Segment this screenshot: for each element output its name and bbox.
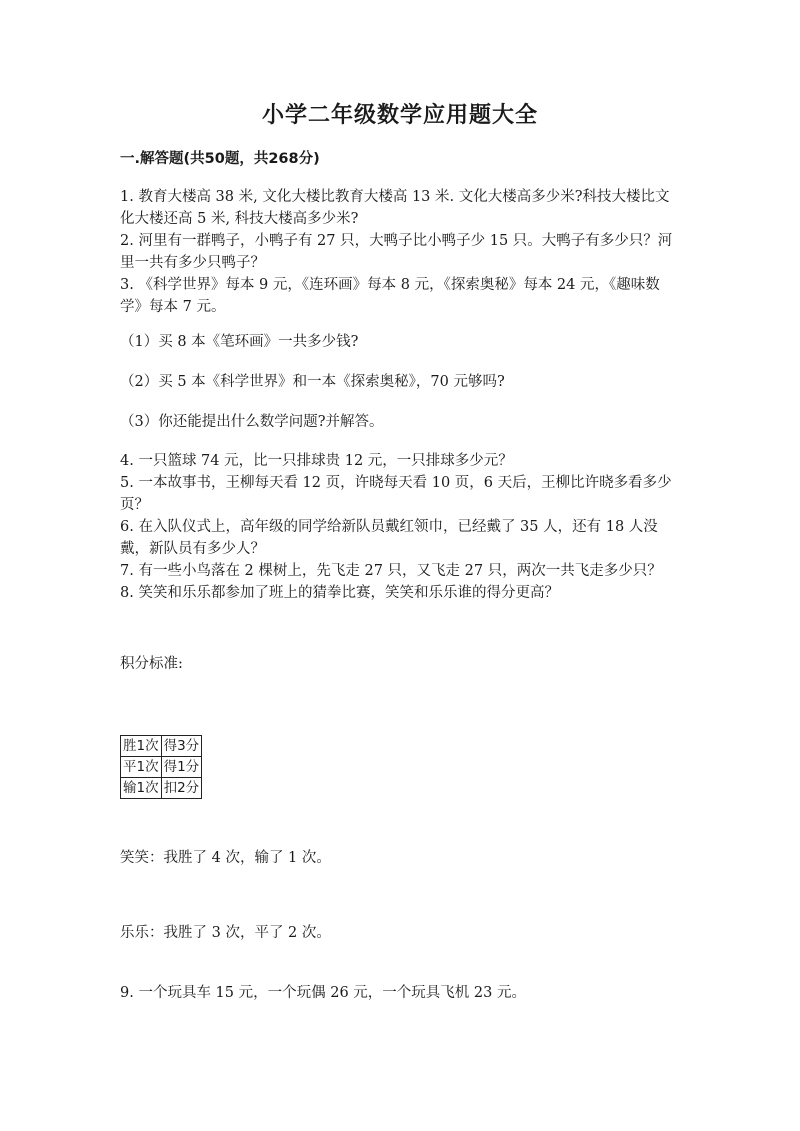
table-row <box>121 736 202 757</box>
score-table <box>120 735 202 799</box>
sub-question-3: （3）你还能提出什么数学问题?并解答。 <box>120 414 384 430</box>
table-cell: 胜1次 <box>121 736 162 757</box>
table-cell: 扣2分 <box>161 778 202 799</box>
table-cell: 平1次 <box>121 757 162 778</box>
question-2: 2. 河里有一群鸭子，小鸭子有 27 只，大鸭子比小鸭子少 15 只。大鸭子有多少只？河里一共有多少只鸭子？ <box>120 233 673 271</box>
xiaoxiao-statement: 笑笑：我胜了 4 次，输了 1 次。 <box>120 850 331 866</box>
question-4: 4. 一只篮球 74 元，比一只排球贵 12 元，一只排球多少元？ <box>120 453 513 469</box>
page-title: 小学二年级数学应用题大全 <box>261 103 538 128</box>
section-heading: 一.解答题(共50题，共268分) <box>120 151 320 167</box>
sub-question-1: （1）买 8 本《笔环画》一共多少钱? <box>120 334 359 350</box>
question-7: 7. 有一些小鸟落在 2 棵树上，先飞走 27 只，又飞走 27 只，两次一共飞走多少只？ <box>120 563 662 579</box>
scoring-label: 积分标准: <box>120 656 183 672</box>
table-cell: 得1分 <box>161 757 202 778</box>
question-3: 3. 《科学世界》每本 9 元，《连环画》每本 8 元，《探索奥秘》每本 24 元，《趣味数学》每本 7 元。 <box>120 277 660 315</box>
question-list-1 <box>120 186 680 318</box>
question-list-2 <box>120 450 680 604</box>
question-5: 5. 一本故事书，王柳每天看 12 页，许晓每天看 10 页，6 天后，王柳比许晓多看多少页？ <box>120 475 672 513</box>
question-1: 1. 教育大楼高 38 米, 文化大楼比教育大楼高 13 米. 文化大楼高多少米?科技大楼比文化大楼还高 5 米, 科技大楼高多少米? <box>120 189 670 227</box>
table-cell: 得3分 <box>161 736 202 757</box>
question-8: 8. 笑笑和乐乐都参加了班上的猜拳比赛，笑笑和乐乐谁的得分更高？ <box>120 585 559 601</box>
table-cell: 输1次 <box>121 778 162 799</box>
lele-statement: 乐乐：我胜了 3 次，平了 2 次。 <box>120 925 331 941</box>
question-6: 6. 在入队仪式上，高年级的同学给新队员戴红领巾，已经戴了 35 人，还有 18 人没戴，新队员有多少人？ <box>120 519 658 557</box>
sub-question-2: （2）买 5 本《科学世界》和一本《探索奥秘》，70 元够吗? <box>120 374 505 390</box>
table-row <box>121 757 202 778</box>
question-9: 9. 一个玩具车 15 元，一个玩偶 26 元，一个玩具飞机 23 元。 <box>120 985 526 1001</box>
table-row <box>121 778 202 799</box>
